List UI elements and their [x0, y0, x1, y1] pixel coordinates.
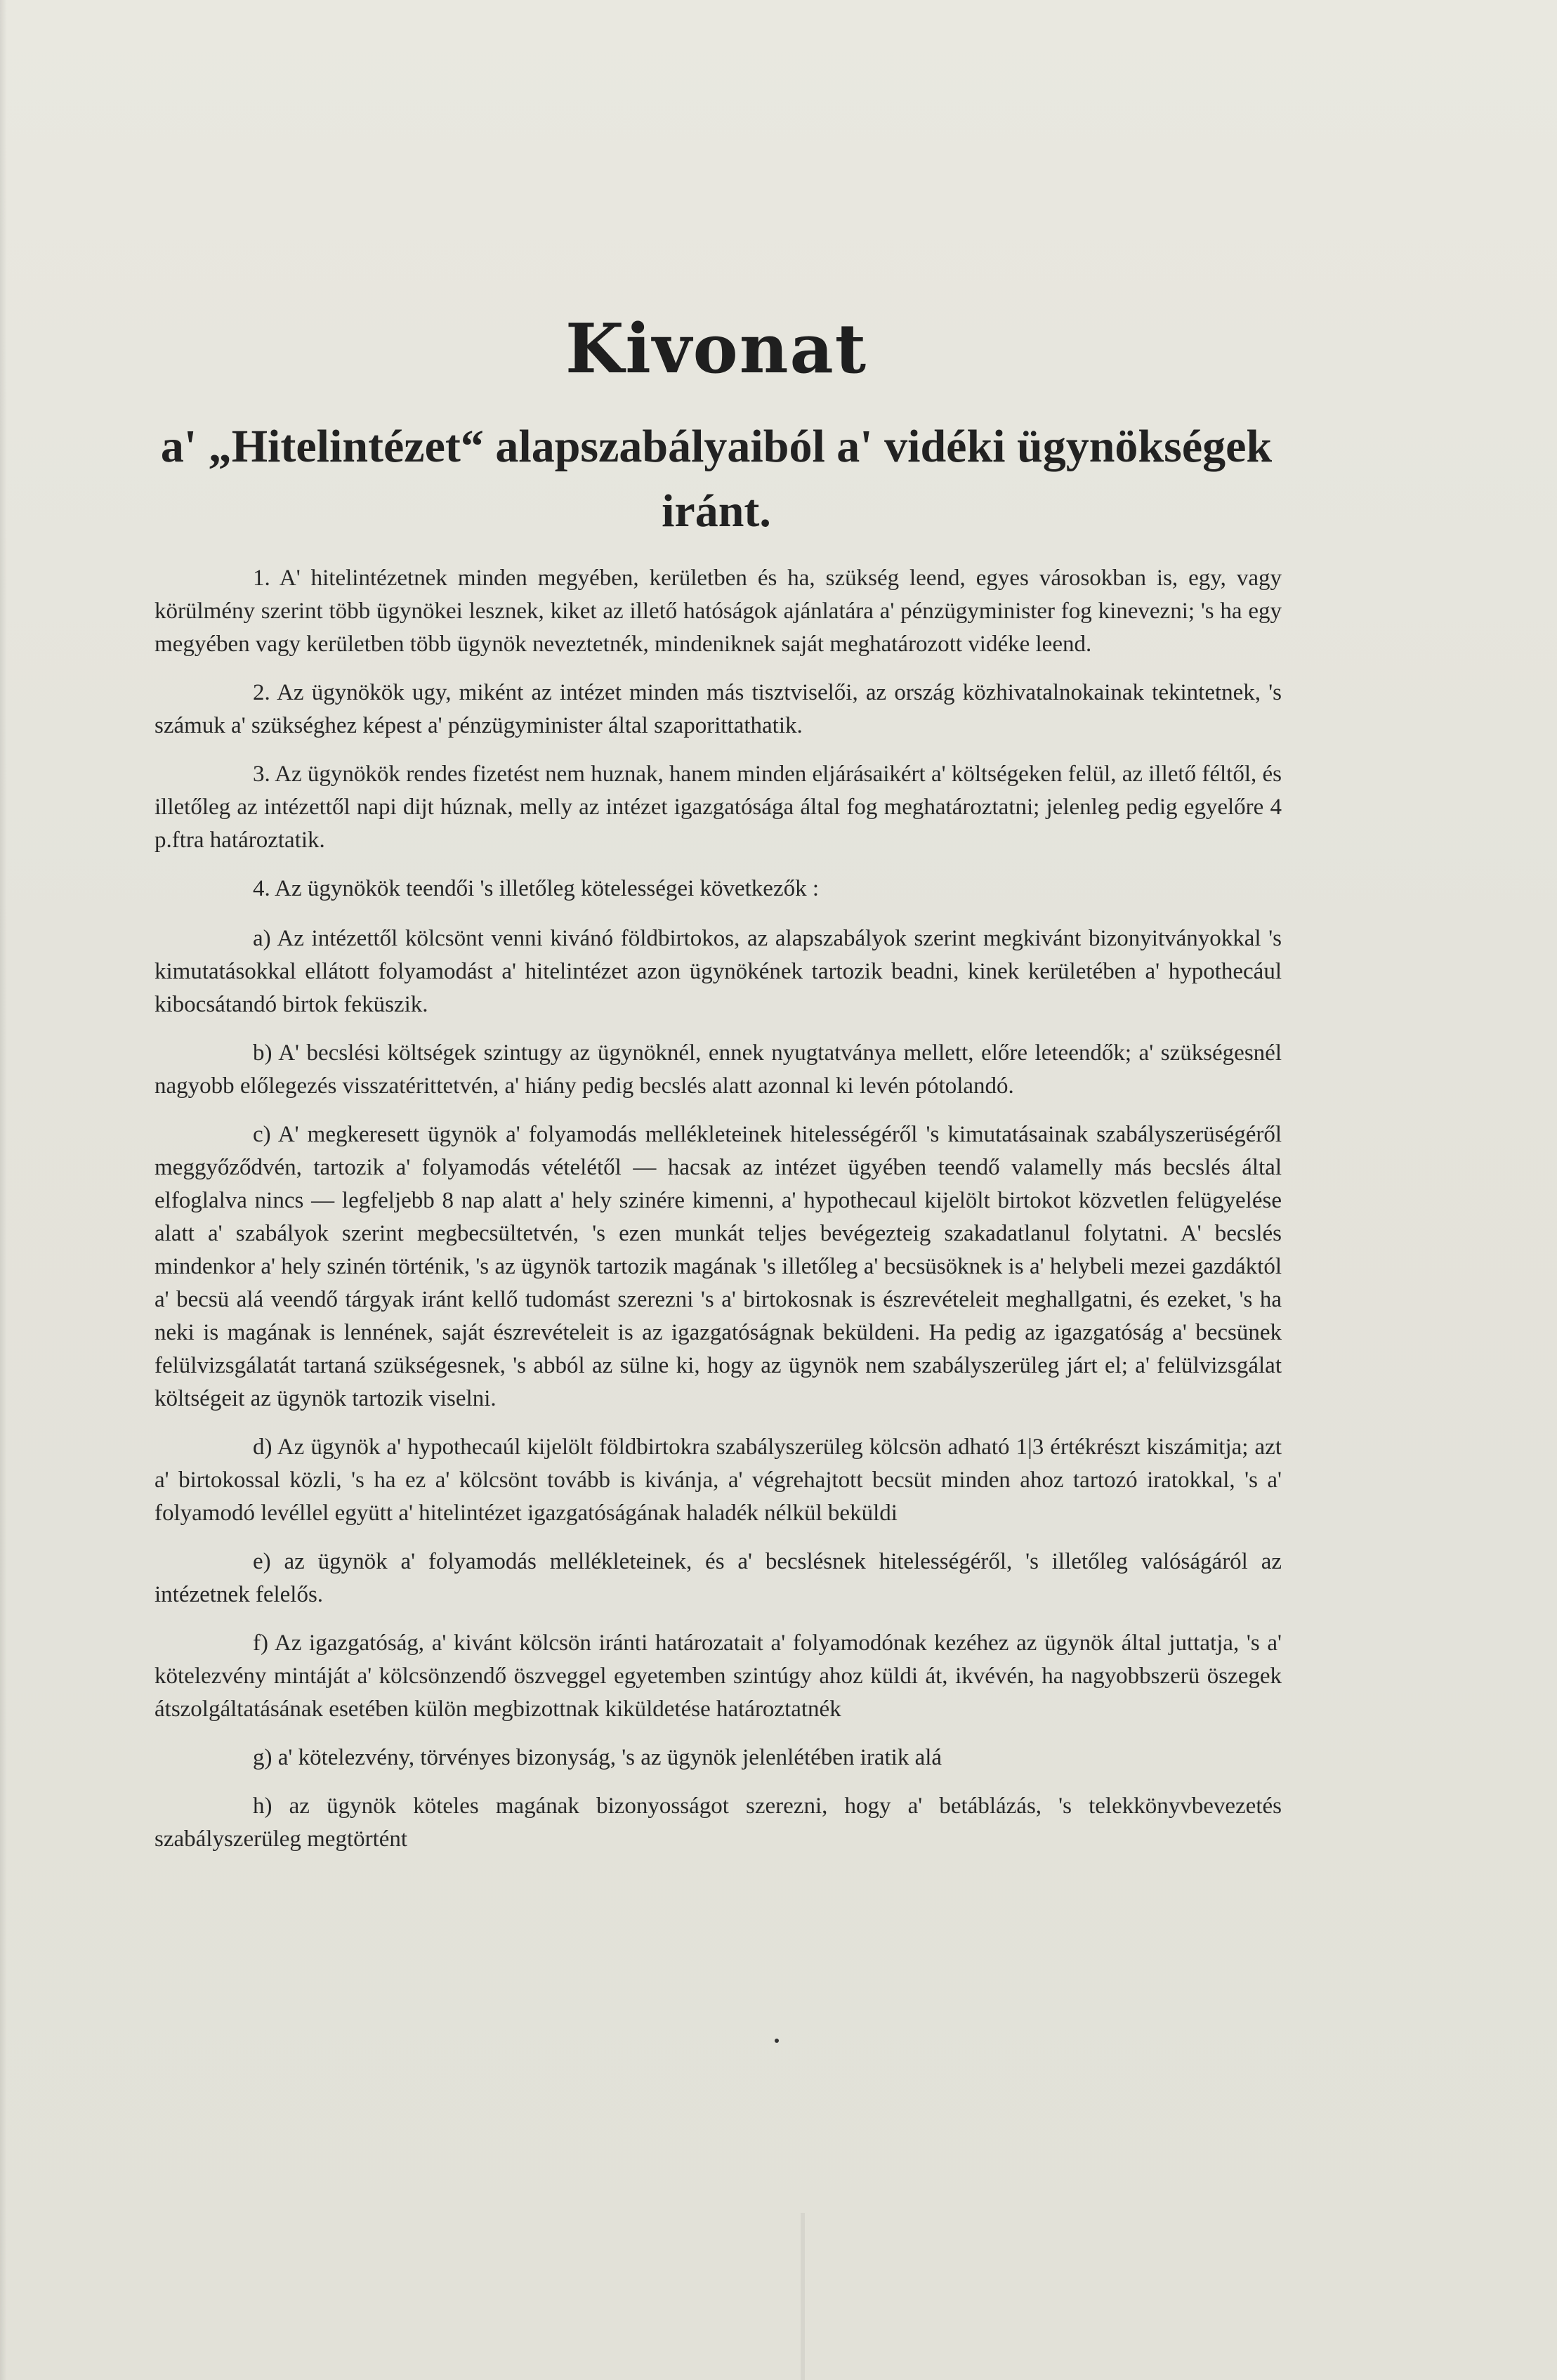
paragraph-4b: b) A' becslési költségek szintugy az ügynöknél, ennek nyugtatványa mellett, előre leteendők; a' szükségesnél nagyobb előlegezés visszatérittetvén, a' hiány pedig becslés alatt azonnal ki levén pótolandó. [155, 1040, 1282, 1099]
document-body [155, 562, 1282, 1871]
paragraph-1: 1. A' hitelintézetnek minden megyében, kerületben és ha, szükség leend, egyes városokban is, egy, vagy körülmény szerint több ügynökei lesznek, kiket az illető hatóságok ajánlatára a' pénzügyminister fog kinevezni; 's ha egy megyében vagy kerületben több ügynök neveztetnék, mindeniknek saját meghatározott vidéke leend. [155, 565, 1282, 657]
paragraph-4: 4. Az ügynökök teendői 's illetőleg kötelességei következők : [253, 876, 820, 901]
paragraph-2: 2. Az ügynökök ugy, miként az intézet minden más tisztviselői, az ország közhivatalnokainak tekintetnek, 's számuk a' szükséghez képest a' pénzügyminister által szaporittathatik. [155, 680, 1282, 738]
paper-fold [801, 2213, 805, 2380]
paragraph-4g: g) a' kötelezvény, törvényes bizonyság, 's az ügynök jelenlétében iratik alá [253, 1745, 942, 1770]
paragraph-4d: d) Az ügynök a' hypothecaúl kijelölt földbirtokra szabályszerüleg kölcsön adható 1|3 értékrészt kiszámitja; azt a' birtokossal közli, 's ha ez a' kölcsönt tovább is kivánja, a' végrehajtott becsüt minden ahoz tartozó iratokkal, 's a' folyamodó levéllel együtt a' hitelintézet igazgatóságának haladék nélkül beküldi [155, 1434, 1282, 1526]
document-title: Kivonat [565, 309, 868, 388]
paragraph-4f: f) Az igazgatóság, a' kivánt kölcsön iránti határozatait a' folyamodónak kezéhez az ügynök által juttatja, 's a' kötelezvény mintáját a' kölcsönzendő öszveggel egyetemben szintúgy ahoz küldi át, ikvévén, ha nagyobbszerü öszegek átszolgáltatásának esetében külön megbizottnak kiküldetése határoztatnék [155, 1630, 1282, 1722]
paragraph-4a: a) Az intézettől kölcsönt venni kivánó földbirtokos, az alapszabályok szerint megkivánt bizonyitványokkal 's kimutatásokkal ellátott folyamodást a' hitelintézet azon ügynökének tartozik beadni, kinek kerületében a' hypothecául kibocsátandó birtok feküszik. [155, 926, 1282, 1017]
ink-dot [775, 2039, 779, 2043]
paragraph-4e: e) az ügynök a' folyamodás mellékleteinek, és a' becslésnek hitelességéről, 's illetőleg valóságáról az intézetnek felelős. [155, 1549, 1282, 1607]
paragraph-4h: h) az ügynök köteles magának bizonyosságot szerezni, hogy a' betáblázás, 's telekkönyvbevezetés szabályszerüleg megtörtént [155, 1793, 1282, 1852]
paragraph-3: 3. Az ügynökök rendes fizetést nem huznak, hanem minden eljárásaikért a' költségeken felül, az illető féltől, és illetőleg az intézettől napi dijt húznak, melly az intézet igazgatósága által fog meghatároztatni; jelenleg pedig egyelőre 4 p.ftra határoztatik. [155, 761, 1282, 853]
paragraph-4c: c) A' megkeresett ügynök a' folyamodás mellékleteinek hitelességéről 's kimutatásainak szabályszerüségéről meggyőződvén, tartozik a' folyamodás vételétől — hacsak az intézet ügyében teendő valamelly más becslés által elfoglalva nincs — legfeljebb 8 nap alatt a' hely szinére kimenni, a' hypothecaul kijelölt birtokot közvetlen felügyelése alatt a' szabályok szerint megbecsültetvén, 's ezen munkát teljes bevégezteig szakadatlanul folytatni. A' becslés mindenkor a' hely szinén történik, 's az ügynök tartozik magának 's illetőleg a' becsüsöknek is a' helybeli mezei gazdáktól a' becsü alá veendő tárgyak iránt kellő tudomást szerezni 's a' birtokosnak is észrevételeit meghallgatni, és ezeket, 's ha neki is magának is lennének, saját észrevételeit is az igazgatóságnak beküldeni. Ha pedig az igazgatóság a' becsünek felülvizsgálatát tartaná szükségesnek, 's abból az sülne ki, hogy az ügynök nem szabályszerüleg járt el; a' felülvizsgálat költségeit az ügynök tartozik viselni. [155, 1122, 1282, 1411]
document-subtitle: a' „Hitelintézet“ alapszabályaiból a' vidéki ügynökségek iránt. [160, 421, 1273, 537]
